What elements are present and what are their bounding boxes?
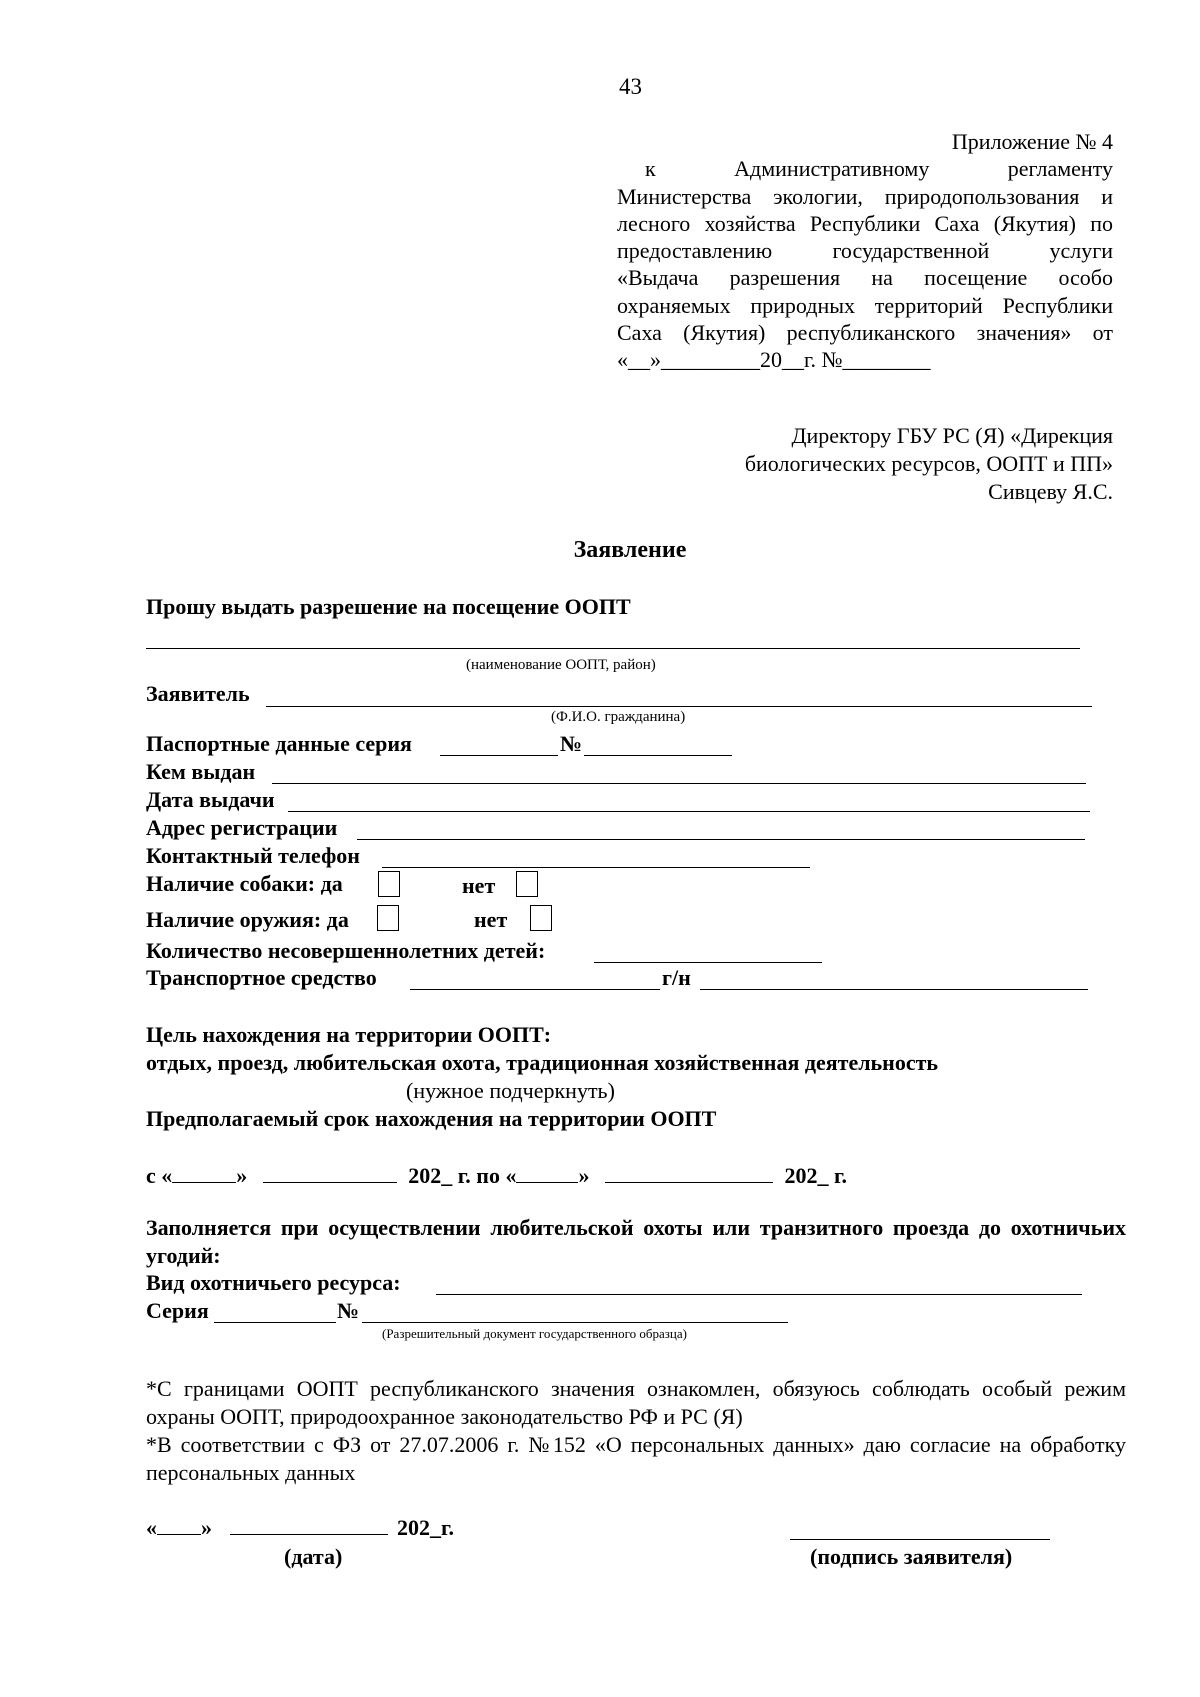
dog-label: Наличие собаки: да (146, 871, 343, 896)
appendix-date-line: «__»_________20__г. №________ (617, 347, 931, 373)
weapon-no-label: нет (474, 907, 508, 932)
signature-label: (подпись заявителя) (810, 1544, 1013, 1569)
signature-month-blank[interactable] (230, 1516, 388, 1535)
issued-by-label: Кем выдан (146, 759, 256, 784)
vehicle-line[interactable] (410, 989, 660, 990)
appendix-title: Приложение № 4 (951, 129, 1113, 154)
appendix-line: «Выдача разрешения на посещение особо (617, 265, 1113, 291)
vehicle-label: Транспортное средство (146, 965, 377, 990)
plate-label: г/н (662, 965, 691, 990)
weapon-label: Наличие оружия: да (146, 907, 349, 932)
appendix-line-k: к Административному регламенту (645, 156, 1113, 182)
issue-date-line[interactable] (288, 811, 1090, 812)
address-label: Адрес регистрации (146, 815, 338, 840)
passport-series-line[interactable] (440, 755, 558, 756)
plate-line[interactable] (700, 989, 1088, 990)
appendix-line: Министерства экологии, природопользования и (617, 183, 1113, 209)
addressee-line: Директору ГБУ РС (Я) «Дирекция (791, 423, 1113, 448)
passport-number-sign: № (560, 731, 583, 756)
appendix-line: предоставлению государственной услуги (617, 238, 1113, 264)
signature-day-blank[interactable] (157, 1516, 201, 1535)
hunting-note: Заполняется при осуществлении любительской охоты или транзитного проезда до охотничьих угодий: (146, 1215, 1126, 1268)
addressee-block (745, 422, 1113, 506)
dog-yes-checkbox[interactable] (378, 871, 400, 899)
appendix-line: Саха (Якутия) республиканского значения» от (617, 320, 1113, 346)
permit-hint: (Разрешительный документ государственного образца) (382, 1326, 687, 1341)
resource-label: Вид охотничьего ресурса: (146, 1270, 401, 1295)
permit-series-label: Серия (146, 1298, 209, 1323)
oopt-hint: (наименование ООПТ, район) (466, 657, 656, 673)
form-title: Заявление (573, 537, 687, 563)
permit-number-line[interactable] (362, 1322, 788, 1323)
weapon-yes-checkbox[interactable] (377, 905, 399, 933)
addressee-line: Сивцеву Я.С. (988, 479, 1113, 504)
oopt-name-line[interactable] (146, 648, 1080, 649)
fio-hint: (Ф.И.О. гражданина) (551, 709, 686, 725)
issued-by-line[interactable] (272, 783, 1086, 784)
appendix-block (617, 128, 1113, 374)
period-label: Предполагаемый срок нахождения на территории ООПТ (146, 1106, 717, 1131)
resource-line[interactable] (436, 1294, 1082, 1295)
date-label: (дата) (284, 1544, 343, 1569)
period-from-month-blank[interactable] (263, 1164, 397, 1183)
applicant-line[interactable] (266, 706, 1092, 707)
request-text: Прошу выдать разрешение на посещение ООПТ (146, 594, 631, 619)
period-to-day-blank[interactable] (516, 1164, 578, 1183)
children-line[interactable] (594, 962, 822, 963)
issue-date-label: Дата выдачи (146, 787, 275, 812)
address-line[interactable] (357, 839, 1085, 840)
applicant-label: Заявитель (146, 681, 250, 706)
purpose-options: отдых, проезд, любительская охота, традиционная хозяйственная деятельность (146, 1050, 939, 1075)
appendix-line: охраняемых природных территорий Республики (617, 292, 1113, 318)
passport-number-line[interactable] (584, 755, 732, 756)
signature-line[interactable] (790, 1539, 1050, 1540)
note-personal-data: *В соответствии с ФЗ от 27.07.2006 г. №152 «О персональных данных» даю согласие на обработку персональных данных (146, 1432, 1126, 1485)
phone-label: Контактный телефон (146, 843, 360, 868)
period-from-day-blank[interactable] (172, 1164, 236, 1183)
signature-date-row: « » 202_г. (146, 1515, 455, 1540)
permit-series-line[interactable] (214, 1322, 336, 1323)
phone-line[interactable] (382, 867, 810, 868)
appendix-line: лесного хозяйства Республики Саха (Якутия) по (617, 210, 1113, 236)
purpose-hint: (нужное подчеркнуть) (406, 1078, 615, 1103)
period-row: с « » 202_ г. по « » 202_ г. (146, 1163, 847, 1188)
page-number: 43 (619, 74, 642, 99)
note-borders: *С границами ООПТ республиканского значения ознакомлен, обязуюсь соблюдать особый режим охраны ООПТ, природоохранное законодательство РФ и РС (Я) (146, 1376, 1126, 1429)
dog-no-label: нет (462, 873, 496, 898)
addressee-line: биологических ресурсов, ООПТ и ПП» (744, 451, 1113, 476)
passport-label: Паспортные данные серия (146, 731, 412, 756)
dog-no-checkbox[interactable] (516, 871, 538, 899)
purpose-label: Цель нахождения на территории ООПТ: (146, 1022, 552, 1047)
period-to-month-blank[interactable] (605, 1164, 773, 1183)
permit-number-sign: № (337, 1298, 360, 1323)
weapon-no-checkbox[interactable] (530, 905, 552, 933)
children-label: Количество несовершеннолетних детей: (146, 938, 546, 963)
